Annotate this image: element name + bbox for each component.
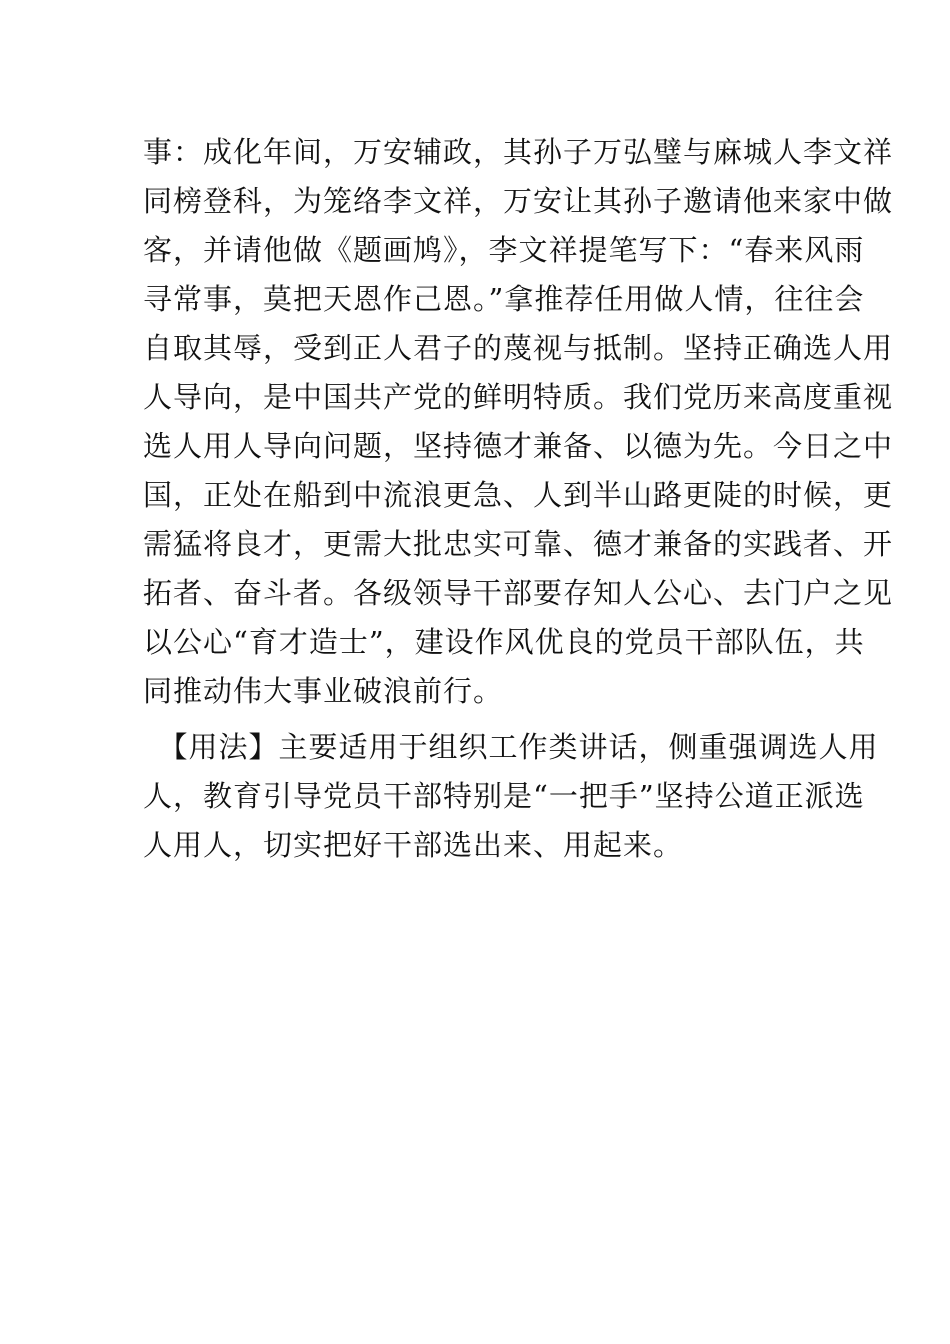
paragraph-line: 同推动伟大事业破浪前行。 [143,674,504,708]
paragraph-line: 人用人，切实把好干部选出来、用起来。 [143,828,684,862]
paragraph-line: 寻常事，莫把天恩作己恩。”拿推荐任用做人情，往往会 [143,282,865,316]
paragraph-line: 国，正处在船到中流浪更急、人到半山路更陡的时候，更 [143,478,894,512]
body-paragraph [143,128,894,716]
paragraph-line: 需猛将良才，更需大批忠实可靠、德才兼备的实践者、开 [143,527,894,561]
paragraph-line: 【用法】主要适用于组织工作类讲话，侧重强调选人用 [143,730,879,764]
paragraph-line: 人导向，是中国共产党的鲜明特质。我们党历来高度重视 [143,380,894,414]
paragraph-line: 客，并请他做《题画鸠》，李文祥提笔写下：“春来风雨 [143,233,865,267]
usage-paragraph [143,723,879,870]
paragraph-line: 选人用人导向问题，坚持德才兼备、以德为先。今日之中 [143,429,894,463]
paragraph-line: 同榜登科，为笼络李文祥，万安让其孙子邀请他来家中做 [143,184,894,218]
paragraph-line: 人，教育引导党员干部特别是“一把手”坚持公道正派选 [143,779,865,813]
paragraph-line: 拓者、奋斗者。各级领导干部要存知人公心、去门户之见 [143,576,894,610]
paragraph-line: 以公心“育才造士”，建设作风优良的党员干部队伍，共 [143,625,865,659]
paragraph-line: 自取其辱，受到正人君子的蔑视与抵制。坚持正确选人用 [143,331,894,365]
paragraph-line: 事：成化年间，万安辅政，其孙子万弘璧与麻城人李文祥 [143,135,894,169]
